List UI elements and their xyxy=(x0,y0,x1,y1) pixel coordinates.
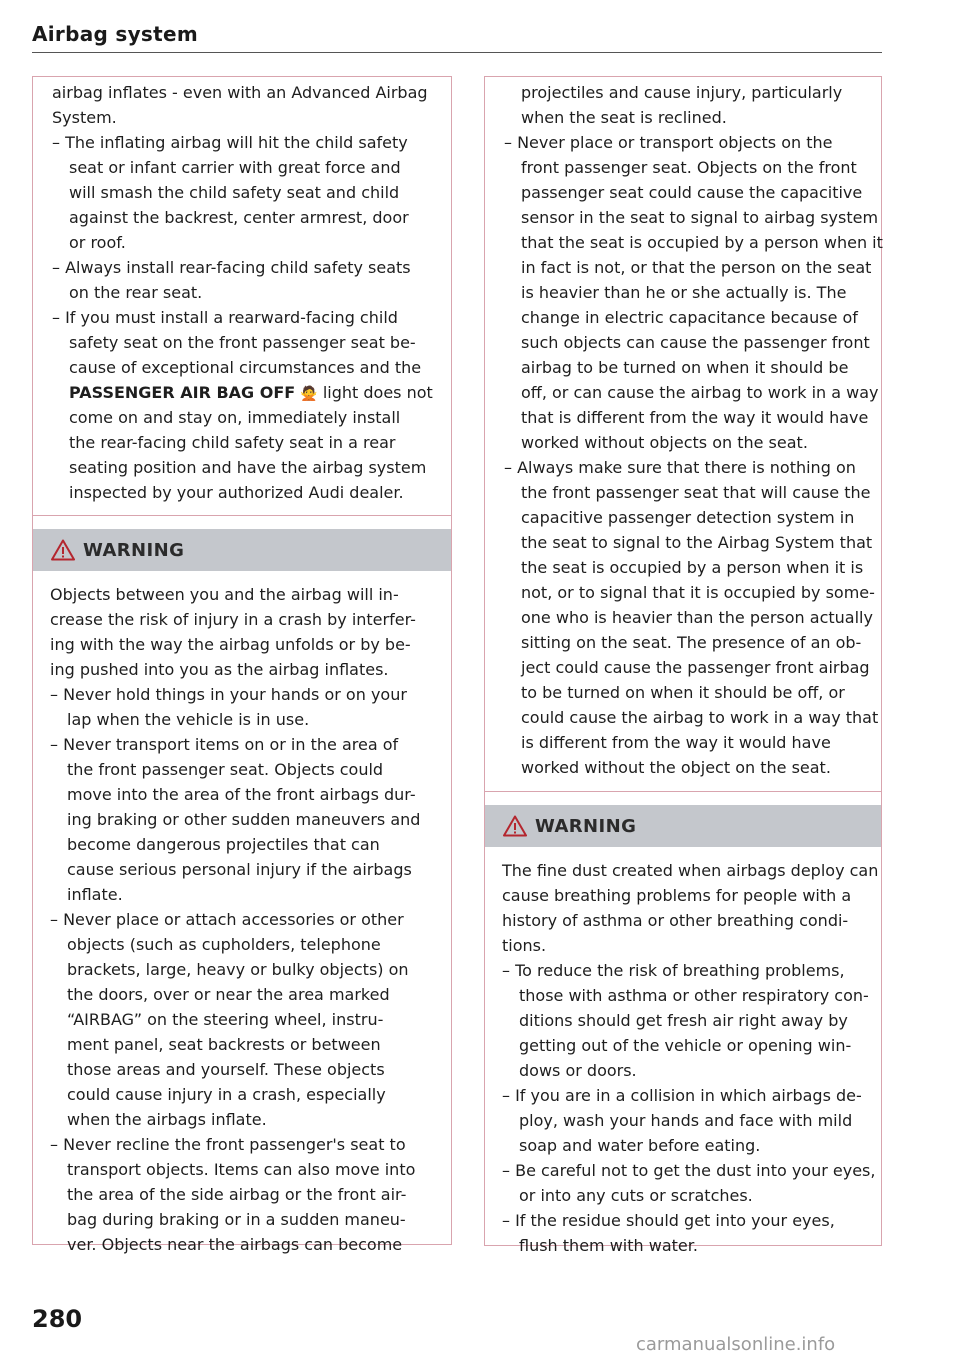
text-line: worked without the object on the seat. xyxy=(521,758,831,777)
left-intro xyxy=(33,77,451,505)
text-line: ment panel, seat backrests or between xyxy=(67,1035,381,1054)
text-line: could cause injury in a crash, especially xyxy=(67,1085,386,1104)
header-rule xyxy=(32,52,882,53)
text-line: cause breathing problems for people with a xyxy=(502,886,852,905)
airbag-off-icon: 🙅 xyxy=(300,386,318,402)
text-line: or into any cuts or scratches. xyxy=(519,1186,753,1205)
text-line: those with asthma or other respiratory con- xyxy=(519,986,869,1005)
text-line: getting out of the vehicle or opening win- xyxy=(519,1036,852,1055)
text-line: the seat is occupied by a person when it is xyxy=(521,558,864,577)
text-line: in fact is not, or that the person on the seat xyxy=(521,258,872,277)
text-line: worked without objects on the seat. xyxy=(521,433,808,452)
text-line: capacitive passenger detection system in xyxy=(521,508,855,527)
text-line: safety seat on the front passenger seat be- xyxy=(69,333,416,352)
warning-header-2 xyxy=(485,805,881,847)
text-line: front passenger seat. Objects on the front xyxy=(521,158,857,177)
text-line: flush them with water. xyxy=(519,1236,698,1255)
text-line: “AIRBAG” on the steering wheel, instru- xyxy=(67,1010,384,1029)
page-header-title: Airbag system xyxy=(32,22,198,46)
text-line: when the seat is reclined. xyxy=(521,108,727,127)
text-line: sensor in the seat to signal to airbag system xyxy=(521,208,879,227)
text-line: – Never place or transport objects on the xyxy=(504,133,833,152)
text-line: history of asthma or other breathing condi- xyxy=(502,911,849,930)
text-line: could cause the airbag to work in a way that xyxy=(521,708,879,727)
pab-label: PASSENGER AIR BAG OFF xyxy=(69,383,296,402)
text-line: – Always install rear-facing child safety seats xyxy=(52,258,411,277)
text-line: ditions should get fresh air right away by xyxy=(519,1011,848,1030)
text-line: airbag to be turned on when it should be xyxy=(521,358,849,377)
text-line: – Be careful not to get the dust into your eyes, xyxy=(502,1161,876,1180)
text-line: those areas and yourself. These objects xyxy=(67,1060,385,1079)
text-line: the seat to signal to the Airbag System that xyxy=(521,533,873,552)
text-line: the doors, over or near the area marked xyxy=(67,985,390,1004)
right-column-box xyxy=(484,76,883,1255)
text-line: or roof. xyxy=(69,233,126,252)
text-line: that is different from the way it would have xyxy=(521,408,869,427)
text-line: not, or to signal that it is occupied by some- xyxy=(521,583,875,602)
text-line: such objects can cause the passenger front xyxy=(521,333,870,352)
watermark: carmanualsonline.info xyxy=(636,1334,836,1355)
text-line: The fine dust created when airbags deploy can xyxy=(502,861,879,880)
text-line: – Never transport items on or in the area of xyxy=(50,735,399,754)
text-line: – Never place or attach accessories or other xyxy=(50,910,404,929)
pab-rest: light does not xyxy=(317,383,433,402)
text-line: objects (such as cupholders, telephone xyxy=(67,935,381,954)
text-line: is different from the way it would have xyxy=(521,733,831,752)
text-line: ver. Objects near the airbags can become xyxy=(67,1235,403,1254)
text-line: the front passenger seat. Objects could xyxy=(67,760,384,779)
text-line: on the rear seat. xyxy=(69,283,203,302)
text-line: crease the risk of injury in a crash by interfer- xyxy=(50,610,416,629)
text-line: – If the residue should get into your eyes, xyxy=(502,1211,835,1230)
text-line: off, or can cause the airbag to work in a way xyxy=(521,383,879,402)
text-line: Objects between you and the airbag will in- xyxy=(50,585,399,604)
text-line: cause serious personal injury if the airbags xyxy=(67,860,412,879)
text-line: to be turned on when it should be off, or xyxy=(521,683,845,702)
text-line: – If you must install a rearward-facing child xyxy=(52,308,398,327)
text-line: ing braking or other sudden maneuvers and xyxy=(67,810,421,829)
text-line: against the backrest, center armrest, door xyxy=(69,208,409,227)
warning-header-1 xyxy=(33,529,451,571)
text-line: ploy, wash your hands and face with mild xyxy=(519,1111,853,1130)
text-line: bag during braking or in a sudden maneu- xyxy=(67,1210,406,1229)
text-line: ject could cause the passenger front airbag xyxy=(521,658,870,677)
text-line: transport objects. Items can also move into xyxy=(67,1160,416,1179)
text-line: – To reduce the risk of breathing problems, xyxy=(502,961,845,980)
text-line: that the seat is occupied by a person when it xyxy=(521,233,883,252)
text-line: – If you are in a collision in which airbags de- xyxy=(502,1086,862,1105)
text-line: – Always make sure that there is nothing on xyxy=(504,458,856,477)
text-line: System. xyxy=(52,108,117,127)
text-line: change in electric capacitance because of xyxy=(521,308,858,327)
text-line: ing with the way the airbag unfolds or by be- xyxy=(50,635,411,654)
text-line: – Never hold things in your hands or on your xyxy=(50,685,407,704)
warning-triangle-icon xyxy=(503,815,527,837)
text-line: seating position and have the airbag system xyxy=(69,458,427,477)
text-line: – Never recline the front passenger's seat to xyxy=(50,1135,406,1154)
text-line: inflate. xyxy=(67,885,123,904)
warning-title-2: WARNING xyxy=(535,815,637,837)
text-line: cause of exceptional circumstances and the xyxy=(69,358,422,377)
right-continuation xyxy=(485,77,881,780)
left-column-box xyxy=(32,76,452,1254)
text-line: projectiles and cause injury, particularly xyxy=(521,83,843,102)
text-line: brackets, large, heavy or bulky objects) on xyxy=(67,960,409,979)
text-line: passenger seat could cause the capacitive xyxy=(521,183,863,202)
pab-line xyxy=(52,380,437,405)
text-line: – The inflating airbag will hit the child safety xyxy=(52,133,408,152)
text-line: inspected by your authorized Audi dealer. xyxy=(69,483,404,502)
text-line: will smash the child safety seat and child xyxy=(69,183,400,202)
warning-body-1 xyxy=(33,571,451,1257)
text-line: dows or doors. xyxy=(519,1061,637,1080)
text-line: sitting on the seat. The presence of an ob- xyxy=(521,633,862,652)
text-line: the front passenger seat that will cause the xyxy=(521,483,871,502)
warning-body-2 xyxy=(485,847,881,1258)
text-line: become dangerous projectiles that can xyxy=(67,835,380,854)
page-number: 280 xyxy=(32,1305,83,1333)
text-line: one who is heavier than the person actually xyxy=(521,608,873,627)
text-line: come on and stay on, immediately install xyxy=(69,408,401,427)
text-line: is heavier than he or she actually is. The xyxy=(521,283,847,302)
text-line: soap and water before eating. xyxy=(519,1136,761,1155)
text-line: airbag inflates - even with an Advanced Airbag xyxy=(52,83,428,102)
warning-title-1: WARNING xyxy=(83,539,185,561)
text-line: seat or infant carrier with great force and xyxy=(69,158,401,177)
text-line: when the airbags inflate. xyxy=(67,1110,267,1129)
text-line: move into the area of the front airbags dur- xyxy=(67,785,416,804)
text-line: ing pushed into you as the airbag inflates. xyxy=(50,660,389,679)
text-line: the rear-facing child safety seat in a rear xyxy=(69,433,396,452)
text-line: tions. xyxy=(502,936,547,955)
text-line: the area of the side airbag or the front air- xyxy=(67,1185,407,1204)
warning-triangle-icon xyxy=(51,539,75,561)
text-line: lap when the vehicle is in use. xyxy=(67,710,310,729)
